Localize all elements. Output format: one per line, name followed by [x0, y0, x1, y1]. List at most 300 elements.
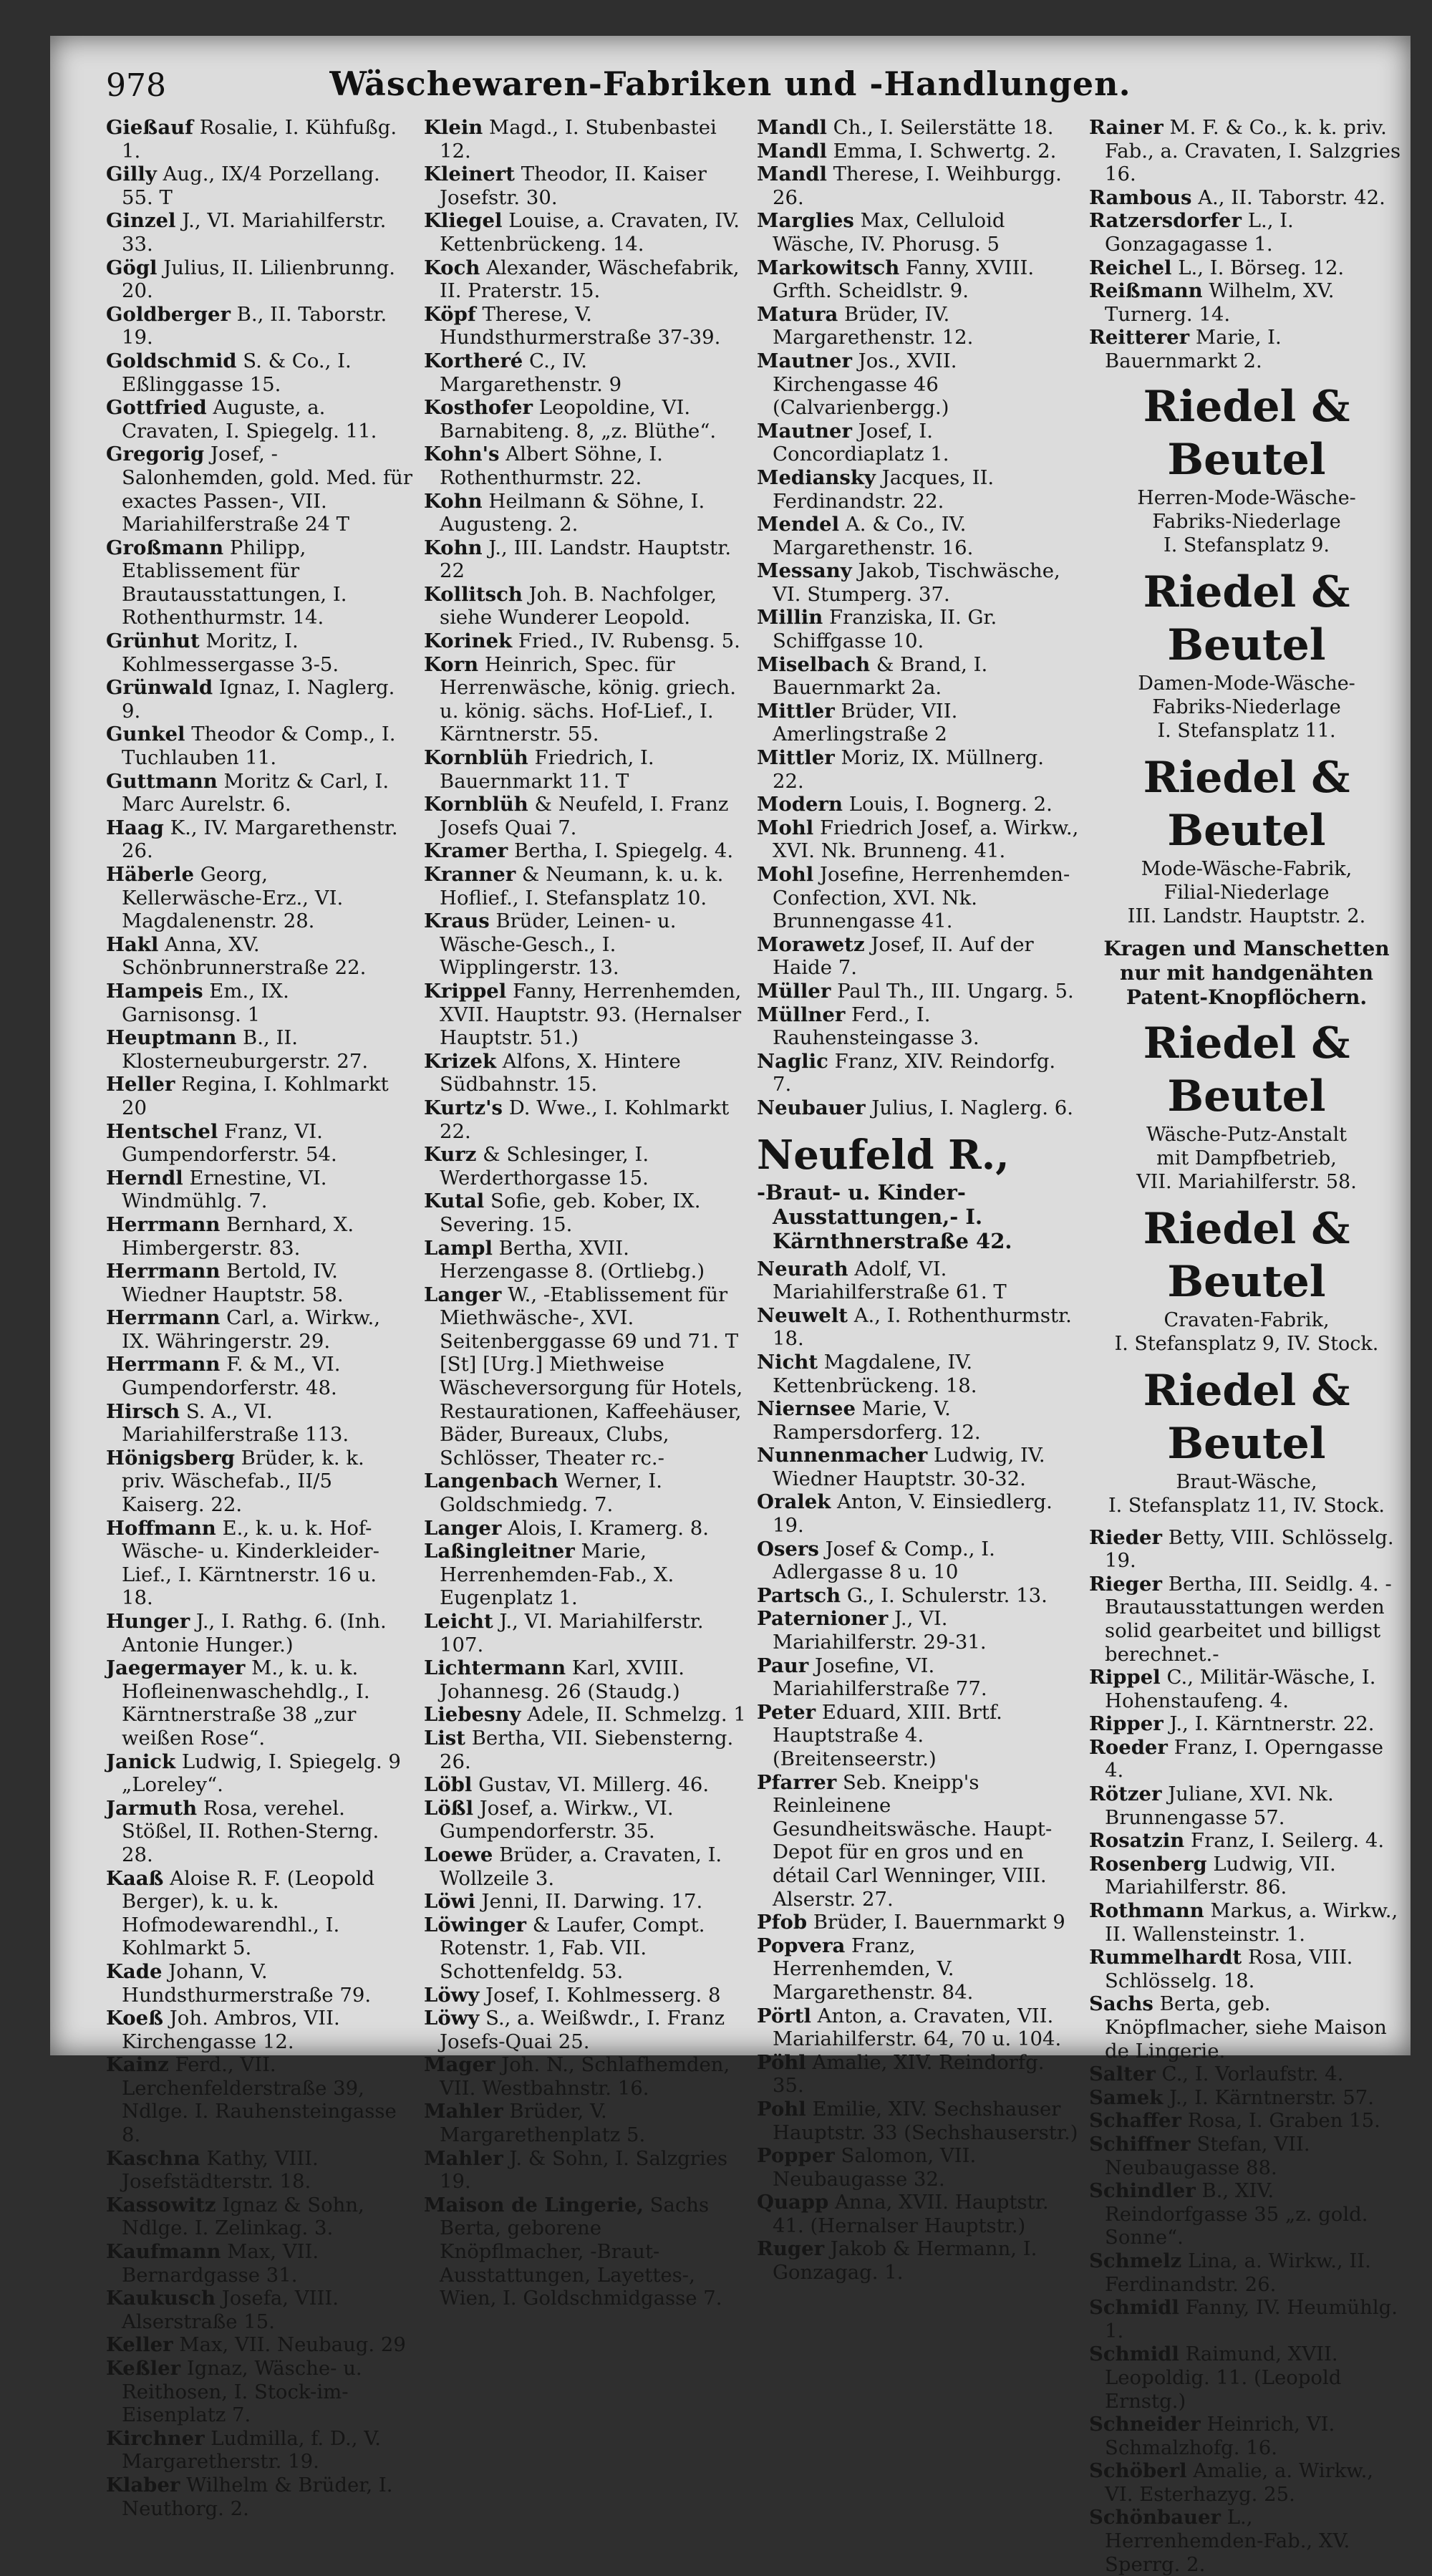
directory-entry [424, 1096, 746, 1143]
entry-name: Hentschel [106, 1119, 218, 1143]
entry-name: Reitterer [1089, 326, 1190, 349]
entry-details: Paul Th., III. Ungarg. 5. [831, 979, 1074, 1003]
directory-entry [424, 490, 746, 536]
directory-entry [424, 1237, 746, 1283]
entry-details: J., VI. Mariahilferstr. 107. [440, 1610, 704, 1656]
directory-entry [106, 2053, 414, 2146]
entry-name: Krizek [424, 1049, 497, 1073]
directory-entry [424, 1540, 746, 1610]
entry-details: G., I. Schulerstr. 13. [841, 1583, 1048, 1607]
directory-entry [106, 816, 414, 863]
entry-name: Gunkel [106, 723, 185, 746]
entry-details: E., k. u. k. Hof-Wäsche- u. Kinderkleider-Lief., I. Kärntnerstr. 16 u. 18. [122, 1516, 379, 1610]
directory-entry [106, 116, 414, 163]
entry-name: Lichtermann [424, 1656, 566, 1680]
directory-entry [1089, 2109, 1404, 2133]
directory-entry [757, 420, 1079, 466]
directory-entry [424, 2100, 746, 2146]
entry-details: B., II. Klosterneuburgerstr. 27. [122, 1026, 369, 1073]
entry-name: Kassowitz [106, 2193, 216, 2216]
entry-details: Rosa, verehel. Stößel, II. Rothen-Sterng. 28. [122, 1796, 379, 1866]
entry-name: Mautner [757, 349, 852, 372]
directory-entry [757, 793, 1079, 816]
entry-name: Hirsch [106, 1399, 180, 1423]
directory-entry [424, 1727, 746, 1773]
directory-entry [1089, 2179, 1404, 2249]
directory-entry [106, 1167, 414, 1213]
entry-details: Fanny, IV. Heumühlg. 1. [1105, 2296, 1398, 2343]
entry-name: Paternioner [757, 1607, 889, 1631]
entry-details: Josef, I. Concordiaplatz 1. [773, 419, 949, 466]
entry-name: Kollitsch [424, 582, 523, 606]
directory-entry [757, 1304, 1079, 1351]
directory-entry [106, 2007, 414, 2053]
entry-details: Eduard, XIII. Brtf. Hauptstraße 4. (Breitenseerstr.) [773, 1700, 1002, 1770]
entry-name: Mandl [757, 163, 827, 186]
entry-name: Ripper [1089, 1712, 1164, 1736]
entry-details: C., I. Vorlaufstr. 4. [1155, 2063, 1344, 2086]
entry-details: Marie, V. Rampersdorferg. 12. [773, 1397, 981, 1444]
entry-name: Quapp [757, 2191, 829, 2214]
entry-name: Mautner [757, 419, 852, 443]
entry-name: Pfarrer [757, 1770, 837, 1794]
entry-details: Joh. Ambros, VII. Kirchengasse 12. [122, 2007, 340, 2053]
entry-name: Neurath [757, 1257, 848, 1280]
entry-details: Anton, a. Cravaten, VII. Mariahilferstr. 64, 70 u. 104. [773, 2004, 1062, 2051]
entry-name: Kliegel [424, 209, 503, 233]
directory-entry [757, 1584, 1079, 1608]
entry-details: Anna, XVII. Hauptstr. 41. (Hernalser Hauptstr.) [773, 2191, 1049, 2237]
entry-details: Magd., I. Stubenbastei 12. [440, 116, 717, 163]
entry-name: Samek [1089, 2085, 1164, 2109]
directory-entry [424, 1190, 746, 1236]
entry-details: Marie, I. Bauernmarkt 2. [1105, 326, 1282, 372]
directory-entry [424, 536, 746, 583]
entry-details: Josef, II. Auf der Haide 7. [773, 932, 1034, 980]
entry-name: Loewe [424, 1843, 493, 1866]
entry-details: B., II. Taborstr. 19. [122, 302, 387, 349]
directory-entry [424, 863, 746, 910]
entry-name: Guttmann [106, 769, 218, 793]
directory-entry [757, 1654, 1079, 1701]
entry-details: Theodor & Comp., I. Tuchlauben 11. [122, 723, 396, 770]
entry-name: Kortheré [424, 349, 523, 372]
entry-name: Jaegermayer [106, 1656, 246, 1680]
directory-entry [106, 2147, 414, 2194]
entry-details: Markus, a. Wirkw., II. Wallensteinstr. 1. [1105, 1899, 1398, 1946]
directory-entry [106, 863, 414, 933]
entry-name: Mahler [424, 2100, 503, 2123]
entry-name: Rippel [1089, 1666, 1161, 1689]
entry-details: Therese, V. Hundsthurmerstraße 37-39. [440, 302, 721, 349]
entry-details: Friedrich, I. Bauernmarkt 11. T [440, 746, 654, 793]
directory-entry [757, 140, 1079, 163]
entry-name: Herrmann [106, 1353, 221, 1376]
entry-name: Janick [106, 1750, 176, 1773]
directory-entry [1089, 1899, 1404, 1946]
directory-entry [106, 1026, 414, 1073]
directory-entry [106, 1353, 414, 1399]
directory-entry [757, 256, 1079, 303]
directory-entry [1089, 2413, 1404, 2459]
directory-entry [424, 443, 746, 489]
entry-details: A., II. Taborstr. 42. [1191, 185, 1385, 209]
entry-name: Osers [757, 1537, 819, 1560]
directory-entry [106, 396, 414, 443]
entry-details: Magdalene, IV. Kettenbrückeng. 18. [773, 1350, 977, 1397]
directory-entry [106, 980, 414, 1026]
entry-details: D. Wwe., I. Kohlmarkt 22. [440, 1096, 730, 1143]
ad-brand: Riedel & Beutel [1143, 566, 1350, 670]
entry-details: S. & Co., I. Eßlinggasse 15. [122, 349, 352, 396]
entry-details: Aloise R. F. (Leopold Berger), k. u. k. Hofmodewarendhl., I. Kohlmarkt 5. [122, 1866, 375, 1960]
entry-details: Max, Celluloid Wäsche, IV. Phorusg. 5 [773, 209, 1005, 256]
entry-name: Löbl [424, 1773, 473, 1797]
entry-details: Brüder, a. Cravaten, I. Wollzeile 3. [440, 1843, 722, 1890]
directory-entry [106, 2474, 414, 2520]
entry-name: Kohn [424, 536, 483, 559]
entry-details: A., I. Rothenthurmstr. 18. [773, 1303, 1072, 1351]
directory-entry [1089, 209, 1404, 256]
entry-details: J., VI. Mariahilferstr. 33. [122, 209, 387, 256]
entry-details: Amalie, a. Wirkw., VI. Esterhazyg. 25. [1105, 2459, 1374, 2506]
entry-name: Markowitsch [757, 256, 900, 279]
entry-name: Rothmann [1089, 1899, 1204, 1923]
entry-details: J., I. Kärntnerstr. 22. [1163, 1712, 1375, 1736]
directory-entry [424, 1797, 746, 1843]
entry-name: Kornblüh [424, 746, 528, 770]
entry-details: Josefa, VIII. Alserstraße 15. [122, 2287, 339, 2333]
directory-entry [106, 536, 414, 629]
entry-name: Jarmuth [106, 1796, 198, 1820]
directory-entry [1089, 2296, 1404, 2343]
ad-line: Wäsche-Putz-Anstalt [1146, 1123, 1347, 1146]
entry-name: Marglies [757, 209, 854, 233]
entry-name: Schindler [1089, 2179, 1196, 2203]
entry-name: Langer [424, 1516, 502, 1540]
entry-details: Georg, Kellerwäsche-Erz., VI. Magdalenenstr. 28. [122, 863, 344, 933]
directory-entry [106, 2194, 414, 2240]
entry-details: Josefine, Herrenhemden-Confection, XVI. Nk. Brunnengasse 41. [773, 863, 1070, 933]
directory-entry [757, 1096, 1079, 1120]
entry-name: Matura [757, 302, 838, 326]
entry-name: Klein [424, 116, 483, 139]
entry-name: Partsch [757, 1583, 841, 1607]
entry-details: Stefan, VII. Neubaugasse 88. [1105, 2132, 1310, 2179]
entry-details: Regina, I. Kohlmarkt 20 [122, 1073, 389, 1119]
directory-entry [424, 1283, 746, 1470]
entry-details: Jakob & Hermann, I. Gonzagag. 1. [773, 2237, 1037, 2285]
entry-details: Rosa, I. Graben 15. [1181, 2109, 1380, 2133]
directory-entry [1089, 116, 1404, 186]
directory-entry [424, 1610, 746, 1656]
directory-entry [757, 1258, 1079, 1304]
advertisement [1089, 1364, 1404, 1518]
directory-entry [1089, 1712, 1404, 1736]
directory-entry [1089, 2249, 1404, 2296]
entry-name: Köpf [424, 302, 476, 326]
entry-details: Josef, a. Wirkw., VI. Gumpendorferstr. 35. [440, 1796, 674, 1843]
entry-details: Moritz & Carl, I. Marc Aurelstr. 6. [122, 769, 390, 816]
entry-name: Herndl [106, 1166, 183, 1190]
directory-entry [757, 653, 1079, 700]
entry-name: Hakl [106, 932, 159, 956]
entry-name: Miselbach [757, 652, 871, 676]
entry-name: Pörtl [757, 2004, 811, 2027]
directory-entry [106, 2240, 414, 2287]
directory-entry [106, 1960, 414, 2007]
entry-details: Bertha, VII. Siebensterng. 26. [440, 1726, 734, 1773]
entry-details: S. A., VI. Mariahilferstraße 113. [122, 1399, 349, 1447]
entry-details: Gustav, VI. Millerg. 46. [472, 1773, 710, 1797]
entry-details: J., III. Landstr. Hauptstr. 22 [440, 536, 732, 583]
entry-details: & Neufeld, I. Franz Josefs Quai 7. [440, 793, 729, 839]
entry-name: Messany [757, 559, 852, 583]
entry-details: Leopoldine, VI. Barnabiteng. 8, „z. Blüthe“. [440, 396, 717, 443]
directory-entry [424, 746, 746, 793]
entry-details: Emilie, XIV. Sechshauser Hauptstr. 33 (Sechshauserstr.) [773, 2097, 1078, 2144]
directory-entry [1089, 326, 1404, 372]
directory-entry [1089, 2133, 1404, 2179]
entry-name: Kaufmann [106, 2240, 221, 2264]
directory-entry [757, 2144, 1079, 2191]
entry-details: J., VI. Mariahilferstr. 29-31. [773, 1607, 987, 1654]
column-4 [1089, 116, 1404, 2576]
directory-entry [1089, 2459, 1404, 2506]
column-1 [106, 116, 414, 2520]
entry-details: Kathy, VIII. Josefstädterstr. 18. [122, 2146, 319, 2194]
ad-line: VII. Mariahilferstr. 58. [1136, 1170, 1357, 1193]
entry-name: Mohl [757, 863, 814, 886]
entry-name: Müller [757, 979, 831, 1003]
ad-line: I. Stefansplatz 9. [1164, 534, 1330, 556]
entry-details: Ignaz, Wäsche- u. Reithosen, I. Stock-im-Eisenplatz 7. [122, 2357, 362, 2427]
directory-entry [757, 2237, 1079, 2284]
entry-details: Wilhelm & Brüder, I. Neuthorg. 2. [122, 2473, 393, 2520]
directory-entry [424, 349, 746, 396]
directory-entry [424, 1890, 746, 1914]
directory-entry [424, 1843, 746, 1890]
entry-name: Maison de Lingerie, [424, 2193, 644, 2216]
entry-name: Keller [106, 2333, 173, 2357]
advertisement [1089, 1017, 1404, 1194]
directory-entry [106, 1073, 414, 1119]
entry-name: Müllner [757, 1003, 846, 1026]
entry-details: Berta, geb. Knöpflmacher, siehe Maison de Lingerie. [1105, 1992, 1387, 2063]
entry-name: Keßler [106, 2357, 181, 2380]
entry-details: Brüder, V. Margarethenplatz 5. [440, 2100, 646, 2147]
entry-name: Schöberl [1089, 2459, 1187, 2483]
entry-details: Anton, V. Einsiedlerg. 19. [773, 1490, 1053, 1538]
directory-entry [106, 1867, 414, 1960]
entry-name: Rummelhardt [1089, 1946, 1242, 1969]
directory-entry [424, 209, 746, 256]
entry-name: Pöhl [757, 2050, 806, 2074]
entry-details: Karl, XVIII. Johannesg. 26 (Staudg.) [440, 1656, 684, 1703]
directory-entry [106, 256, 414, 303]
directory-entry [424, 2053, 746, 2100]
entry-details: Brüder, VII. Amerlingstraße 2 [773, 699, 958, 746]
entry-details: Rosalie, I. Kühfußg. 1. [122, 116, 397, 163]
directory-entry [757, 466, 1079, 513]
entry-details: Josef & Comp., I. Adlergasse 8 u. 10 [773, 1537, 995, 1584]
entry-name: Kade [106, 1959, 163, 1983]
directory-entry [424, 1656, 746, 1703]
entry-name: Laßingleitner [424, 1540, 575, 1563]
entry-details: J., I. Rathg. 6. (Inh. Antonie Hunger.) [122, 1610, 387, 1656]
entry-details: Ludmilla, f. D., V. Margaretherstr. 19. [122, 2426, 381, 2474]
directory-entry [1089, 1853, 1404, 1899]
entry-name: Millin [757, 606, 823, 629]
directory-entry [1089, 2063, 1404, 2086]
entry-details: Bertold, IV. Wiedner Hauptstr. 58. [122, 1260, 344, 1306]
entry-details: Bertha, XVII. Herzengasse 8. (Ortliebg.) [440, 1236, 705, 1283]
entry-details: Heinrich, VI. Schmalzhofg. 16. [1105, 2413, 1335, 2459]
entry-name: Hampeis [106, 979, 203, 1003]
directory-entry [424, 2007, 746, 2053]
entry-name: Popvera [757, 1934, 846, 1957]
entry-details: Ferd., I. Rauhensteingasse 3. [773, 1003, 979, 1050]
entry-name: Nunnenmacher [757, 1444, 928, 1467]
entry-details: J. & Sohn, I. Salzgries 19. [440, 2146, 728, 2194]
entry-name: Niernsee [757, 1397, 856, 1421]
ad-brand: Riedel & Beutel [1143, 752, 1350, 856]
directory-entry [106, 629, 414, 676]
entry-name: Koeß [106, 2007, 164, 2030]
directory-entry [424, 653, 746, 746]
directory-entry [106, 1656, 414, 1750]
entry-details: B., XIV. Reindorfgasse 35 „z. gold. Sonne“. [1105, 2179, 1368, 2249]
entry-details: Brüder, Leinen- u. Wäsche-Gesch., I. Wipplingerstr. 13. [440, 910, 677, 980]
directory-entry [757, 816, 1079, 863]
entry-details: Albert Söhne, I. Rothenthurmstr. 22. [440, 443, 663, 489]
entry-details: Werner, I. Goldschmiedg. 7. [440, 1470, 663, 1517]
entry-name: Salter [1089, 2063, 1156, 2086]
entry-name: Korinek [424, 629, 513, 653]
directory-entry [757, 2051, 1079, 2098]
entry-name: Grünwald [106, 676, 213, 700]
directory-entry [106, 2357, 414, 2427]
entry-name: Herrmann [106, 1212, 221, 1236]
directory-entry [1089, 1573, 1404, 1666]
entry-name: Ruger [757, 2237, 825, 2261]
ad-line: mit Dampfbetrieb, [1156, 1147, 1337, 1169]
entry-name: Kohn [424, 489, 483, 513]
entry-details: Marie, Herrenhemden-Fab., X. Eugenplatz 1. [440, 1540, 674, 1610]
ad-line: Cravaten-Fabrik, [1164, 1308, 1330, 1331]
entry-name: Modern [757, 793, 843, 816]
directory-entry [757, 933, 1079, 980]
entry-name: Gregorig [106, 443, 205, 466]
entry-details: Johann, V. Hundsthurmerstraße 79. [122, 1959, 372, 2007]
entry-name: Herrmann [106, 1306, 221, 1330]
running-title: Wäschewaren-Fabriken und -Handlungen. [329, 64, 1131, 103]
directory-entry [757, 2098, 1079, 2144]
entry-details: Theodor, II. Kaiser Josefstr. 30. [440, 163, 707, 209]
ad-brand: Riedel & Beutel [1143, 1203, 1350, 1307]
directory-entry [106, 1797, 414, 1867]
entry-name: Neubauer [757, 1096, 866, 1119]
entry-details: Ch., I. Seilerstätte 18. [826, 116, 1054, 139]
entry-name: Gilly [106, 163, 157, 186]
directory-entry [1089, 256, 1404, 280]
entry-details: Franz, VI. Gumpendorferstr. 54. [122, 1119, 337, 1167]
entry-details: Wilhelm, XV. Turnerg. 14. [1105, 279, 1335, 326]
column-3 [757, 116, 1079, 2285]
directory-entry [106, 443, 414, 536]
ad-line: I. Stefansplatz 11, IV. Stock. [1108, 1494, 1385, 1517]
entry-name: Neuwelt [757, 1303, 848, 1327]
entry-name: Langer [424, 1283, 502, 1306]
directory-entry [757, 559, 1079, 606]
entry-name: Langenbach [424, 1470, 558, 1493]
entry-name: Korn [424, 652, 479, 676]
directory-entry [757, 1397, 1079, 1444]
entry-details: Jenni, II. Darwing. 17. [475, 1890, 703, 1914]
directory-entry [757, 1934, 1079, 2005]
entry-details: Max, VII. Bernardgasse 31. [122, 2240, 319, 2287]
directory-entry [424, 1914, 746, 1984]
entry-details: Ferd., VII. Lerchenfelderstraße 39, Ndlge. I. Rauhensteingasse 8. [122, 2053, 397, 2147]
entry-name: Häberle [106, 863, 194, 886]
entry-details: Juliane, XVI. Nk. Brunnengasse 57. [1105, 1783, 1334, 1829]
directory-entry [757, 1911, 1079, 1934]
entry-details: Ignaz & Sohn, Ndlge. I. Zelinkag. 3. [122, 2193, 364, 2240]
entry-name: Herrmann [106, 1260, 221, 1283]
entry-details: & Schlesinger, I. Werderthorgasse 15. [440, 1143, 649, 1190]
directory-entry [424, 1143, 746, 1190]
entry-name: Kramer [424, 839, 508, 863]
entry-name: Kurz [424, 1143, 477, 1167]
entry-details: A. & Co., IV. Margarethenstr. 16. [773, 513, 974, 559]
directory-entry [106, 2427, 414, 2474]
entry-name: Mandl [757, 116, 827, 139]
entry-details: C., Militär-Wäsche, I. Hohenstaufeng. 4. [1105, 1666, 1376, 1712]
entry-details: W., -Etablissement für Miethwäsche-, XVI. Seitenberggasse 69 und 71. T [St] [Urg.] Miethweise Wäscheversorgung für Hotels, Restaurationen, Kaffeehäuser, Bäder, Bureaux, Clubs, Schlösser, Theater rc.- [440, 1283, 743, 1470]
entry-details: Alexander, Wäschefabrik, II. Praterstr. 15. [440, 256, 740, 303]
entry-name: Liebesny [424, 1703, 521, 1727]
entry-name: Löwinger [424, 1913, 527, 1936]
entry-name: Schaffer [1089, 2109, 1181, 2133]
directory-entry [106, 2333, 414, 2357]
directory-entry [106, 349, 414, 396]
entry-details: Heinrich, Spec. für Herrenwäsche, könig. griech. u. könig. sächs. Hof-Lief., I. Kärntnerstr. 55. [440, 652, 736, 746]
directory-entry [106, 303, 414, 349]
directory-entry [106, 1610, 414, 1656]
entry-details: Em., IX. Garnisonsg. 1 [122, 979, 289, 1026]
ad-brand: Riedel & Beutel [1143, 1365, 1350, 1469]
entry-details: L., I. Börseg. 12. [1171, 256, 1345, 279]
entry-details: Louis, I. Bognerg. 2. [843, 793, 1053, 816]
ad-line: I. Stefansplatz 11. [1157, 719, 1336, 742]
featured-entry-name: Neufeld R., [757, 1131, 1010, 1179]
directory-entry [757, 1490, 1079, 1537]
entry-name: Kraus [424, 910, 490, 933]
directory-entry [424, 396, 746, 443]
entry-name: Oralek [757, 1490, 831, 1514]
directory-entry [106, 676, 414, 723]
directory-entry [424, 163, 746, 209]
entry-details: Bernhard, X. Himbergerstr. 83. [122, 1212, 354, 1260]
directory-entry [106, 933, 414, 980]
entry-name: Rieder [1089, 1525, 1163, 1549]
advertisement [1089, 380, 1404, 557]
ad-line: Braut-Wäsche, [1176, 1470, 1317, 1493]
entry-details: Salomon, VII. Neubaugasse 32. [773, 2144, 977, 2191]
directory-entry [1089, 1783, 1404, 1829]
directory-entry [1089, 1829, 1404, 1853]
directory-entry [424, 1470, 746, 1516]
